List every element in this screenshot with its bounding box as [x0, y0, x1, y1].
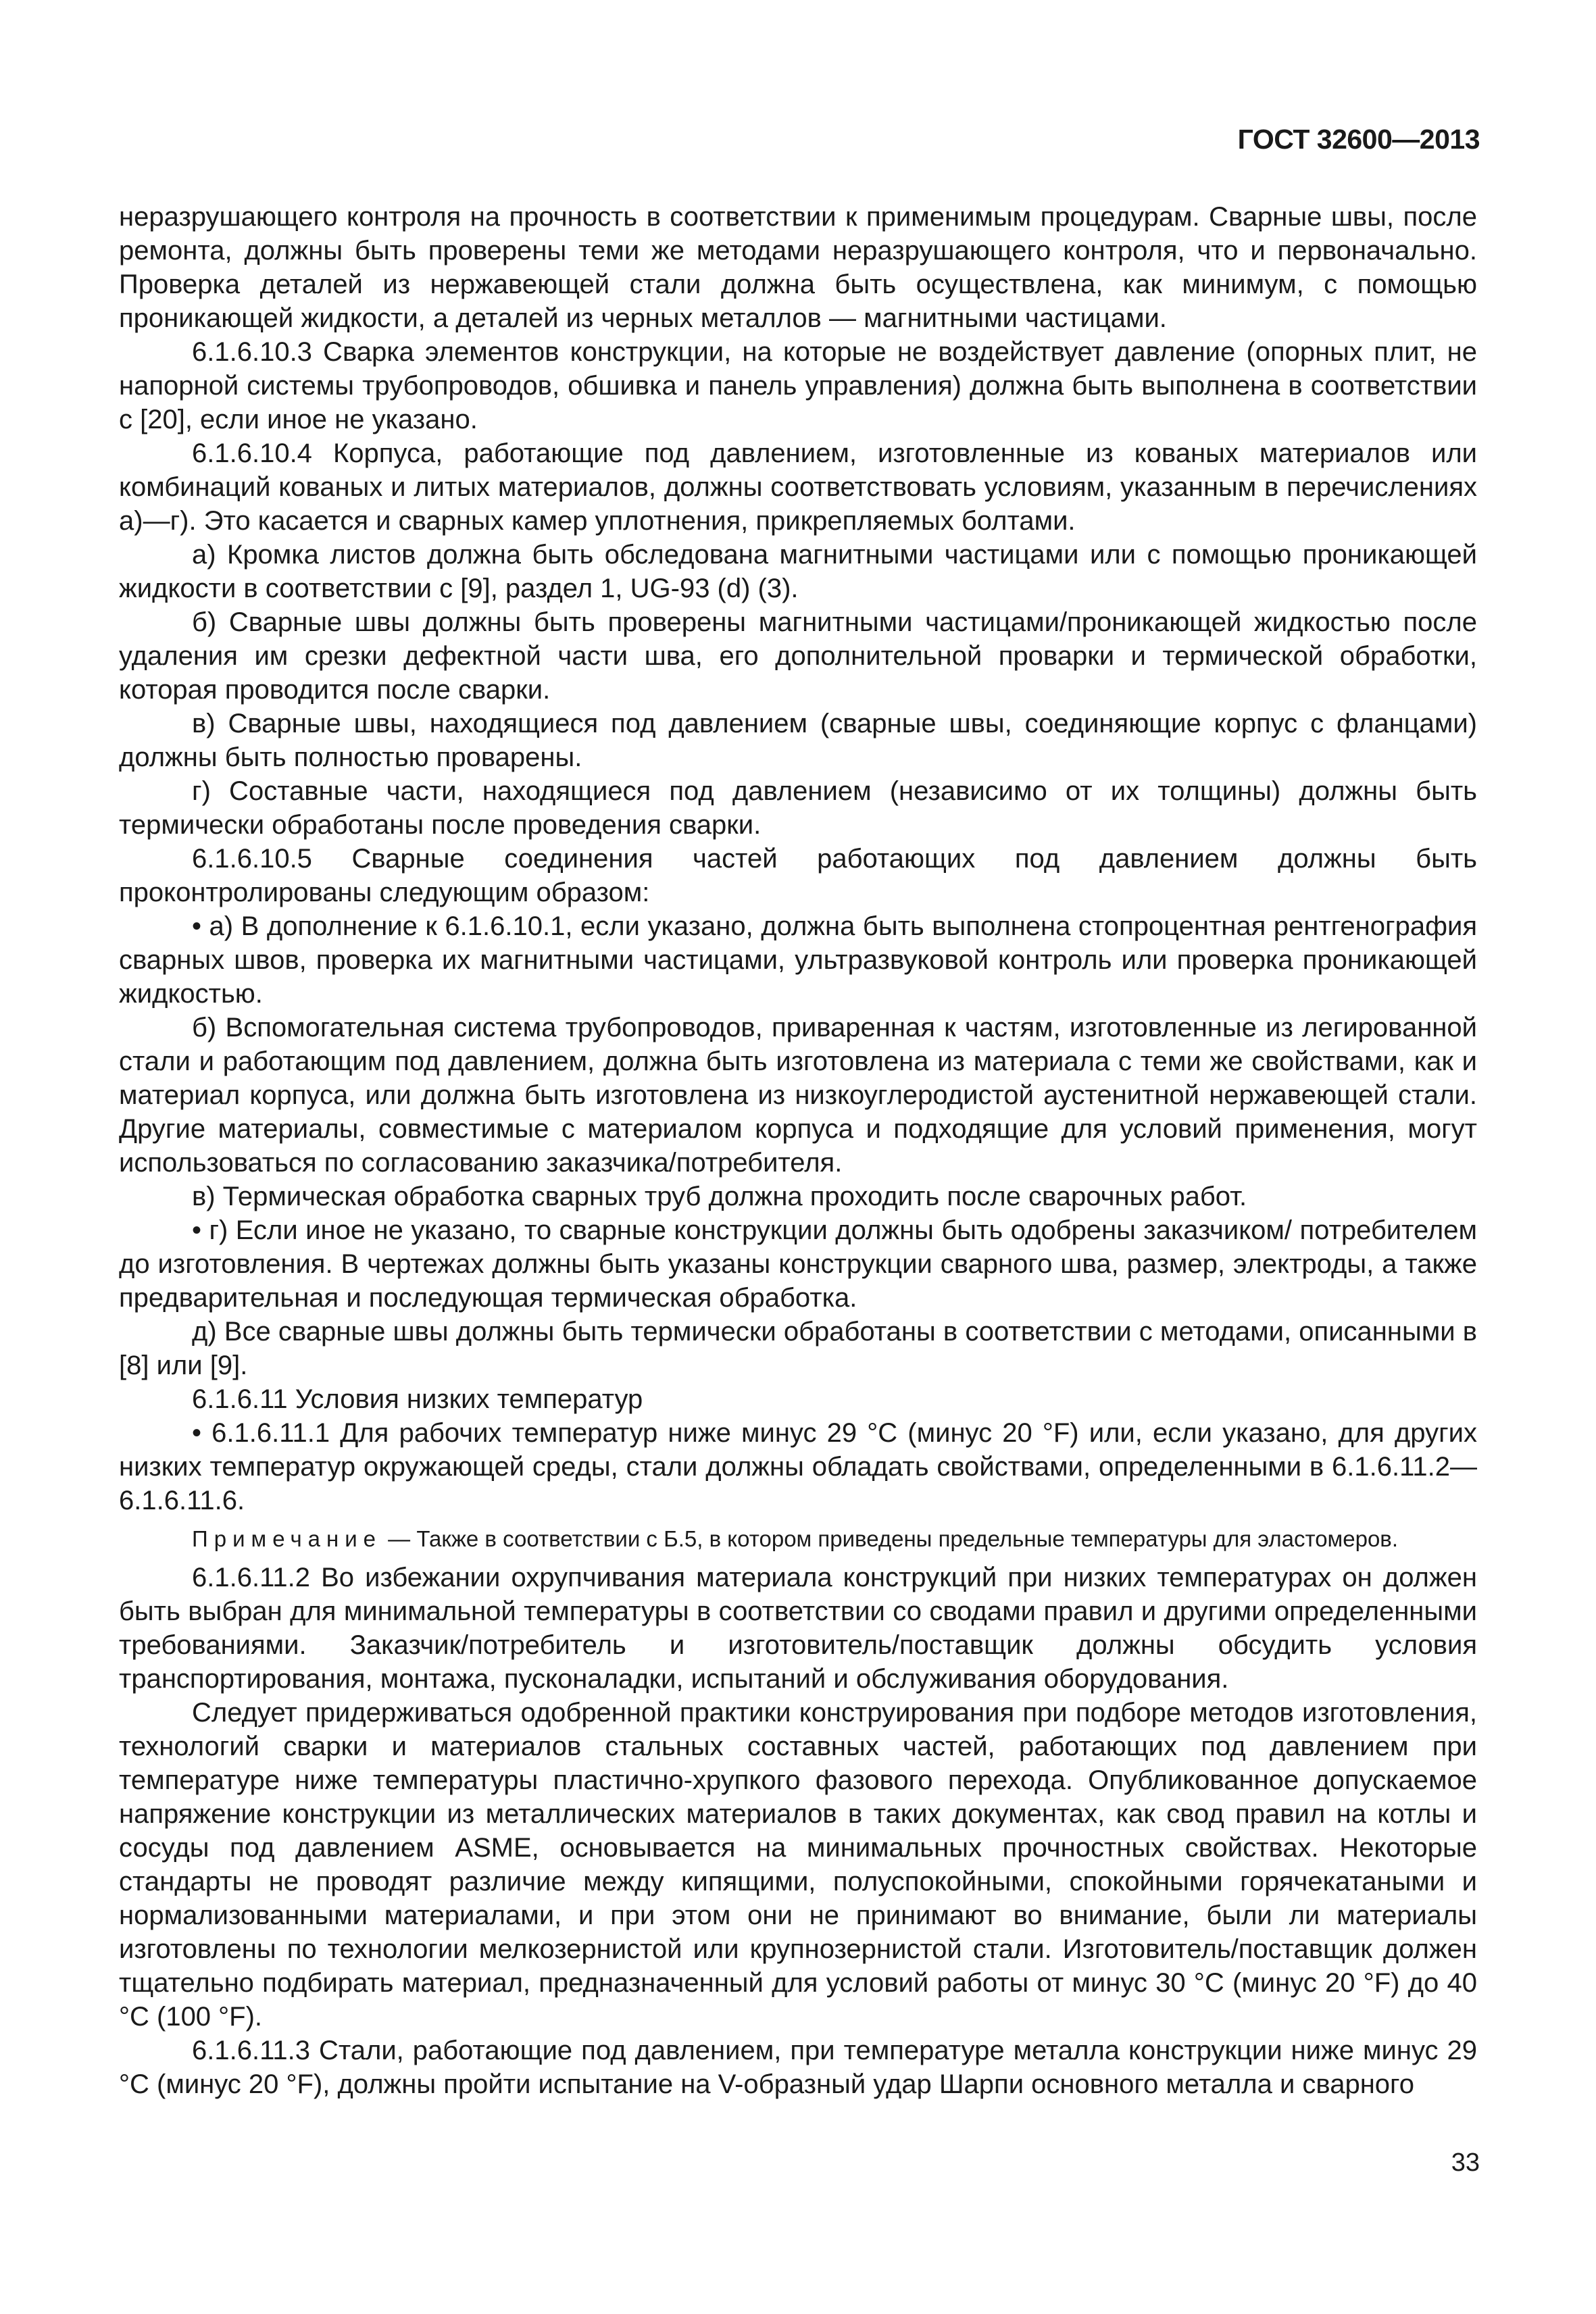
note [119, 1524, 1477, 1554]
section-heading: 6.1.6.11 Условия низких температур [192, 1384, 643, 1414]
note-text: — Также в соответствии с Б.5, в котором приведены предельные температуры для эластомеров. [382, 1526, 1398, 1551]
list-item: в) Сварные швы, находящиеся под давлением (сварные швы, соединяющие корпус с фланцами) должны быть полностью проварены. [119, 709, 1477, 772]
list-item: б) Сварные швы должны быть проверены магнитными частицами/проникающей жидкостью после удаления им срезки дефектной части шва, его дополнительной проварки и термической обработки, которая проводится после сварки. [119, 607, 1477, 705]
list-item: в) Термическая обработка сварных труб должна проходить после сварочных работ. [192, 1182, 1247, 1211]
document-body [119, 200, 1477, 2101]
note-label: Примечание [192, 1526, 382, 1551]
list-item: • г) Если иное не указано, то сварные конструкции должны быть одобрены заказчиком/ потребителем до изготовления. В чертежах должны быть указаны конструкции сварного шва, размер, электроды, а также предварительная и последующая термическая обработка. [119, 1215, 1477, 1313]
page-number: 33 [1451, 2148, 1480, 2177]
list-item: г) Составные части, находящиеся под давлением (независимо от их толщины) должны быть термически обработаны после проведения сварки. [119, 776, 1477, 840]
standard-code-header: ГОСТ 32600—2013 [1237, 124, 1480, 155]
list-item: д) Все сварные швы должны быть термически обработаны в соответствии с методами, описанными в [8] или [9]. [119, 1317, 1477, 1380]
paragraph: 6.1.6.10.3 Сварка элементов конструкции, на которые не воздействует давление (опорных плит, не напорной системы трубопроводов, обшивка и панель управления) должна быть выполнена в соответствии с [20], если иное не указано. [119, 337, 1477, 434]
paragraph: неразрушающего контроля на прочность в соответствии к применимым процедурам. Сварные швы, после ремонта, должны быть проверены теми же методами неразрушающего контроля, что и первоначально. Проверка деталей из нержавеющей стали должна быть осуществлена, как минимум, с помощью проникающей жидкости, а деталей из черных металлов — магнитными частицами. [119, 202, 1477, 333]
paragraph: 6.1.6.11.3 Стали, работающие под давлением, при температуре металла конструкции ниже минус 29 °С (минус 20 °F), должны пройти испытание на V-образный удар Шарпи основного металла и сварного [119, 2036, 1477, 2099]
paragraph: 6.1.6.10.5 Сварные соединения частей работающих под давлением должны быть проконтролированы следующим образом: [119, 844, 1477, 907]
paragraph: Следует придерживаться одобренной практики конструирования при подборе методов изготовления, технологий сварки и материалов стальных составных частей, работающих под давлением при температуре ниже температуры пластично-хрупкого фазового перехода. Опубликованное допускаемое напряжение конструкции из металлических материалов в таких документах, как свод правил на котлы и сосуды под давлением ASME, основывается на минимальных прочностных свойствах. Некоторые стандарты не проводят различие между кипящими, полуспокойными, спокойными горячекатаными и нормализованными материалами, и при этом они не принимают во внимание, были ли материалы изготовлены по технологии мелкозернистой или крупнозернистой стали. Изготовитель/поставщик должен тщательно подбирать материал, предназначенный для условий работы от минус 30 °С (минус 20 °F) до 40 °С (100 °F). [119, 1698, 1477, 2032]
list-item: б) Вспомогательная система трубопроводов, приваренная к частям, изготовленные из легированной стали и работающим под давлением, должна быть изготовлена из материала с теми же свойствами, как и материал корпуса, или должна быть изготовлена из низкоуглеродистой аустенитной нержавеющей стали. Другие материалы, совместимые с материалом корпуса и подходящие для условий применения, могут использоваться по согласованию заказчика/потребителя. [119, 1013, 1477, 1178]
paragraph: 6.1.6.10.4 Корпуса, работающие под давлением, изготовленные из кованых материалов или комбинаций кованых и литых материалов, должны соответствовать условиям, указанным в перечислениях а)—г). Это касается и сварных камер уплотнения, прикрепляемых болтами. [119, 438, 1477, 536]
paragraph: 6.1.6.11.2 Во избежании охрупчивания материала конструкций при низких температурах он должен быть выбран для минимальной температуры в соответствии со сводами правил и другими определенными требованиями. Заказчик/потребитель и изготовитель/поставщик должны обсудить условия транспортирования, монтажа, пусконаладки, испытаний и обслуживания оборудования. [119, 1563, 1477, 1694]
list-item: а) Кромка листов должна быть обследована магнитными частицами или с помощью проникающей жидкости в соответствии с [9], раздел 1, UG-93 (d) (3). [119, 540, 1477, 603]
list-item: • а) В дополнение к 6.1.6.10.1, если указано, должна быть выполнена стопроцентная рентгенография сварных швов, проверка их магнитными частицами, ультразвуковой контроль или проверка проникающей жидкостью. [119, 911, 1477, 1009]
paragraph: • 6.1.6.11.1 Для рабочих температур ниже минус 29 °С (минус 20 °F) или, если указано, для других низких температур окружающей среды, стали должны обладать свойствами, определенными в 6.1.6.11.2—6.1.6.11.6. [119, 1418, 1477, 1515]
